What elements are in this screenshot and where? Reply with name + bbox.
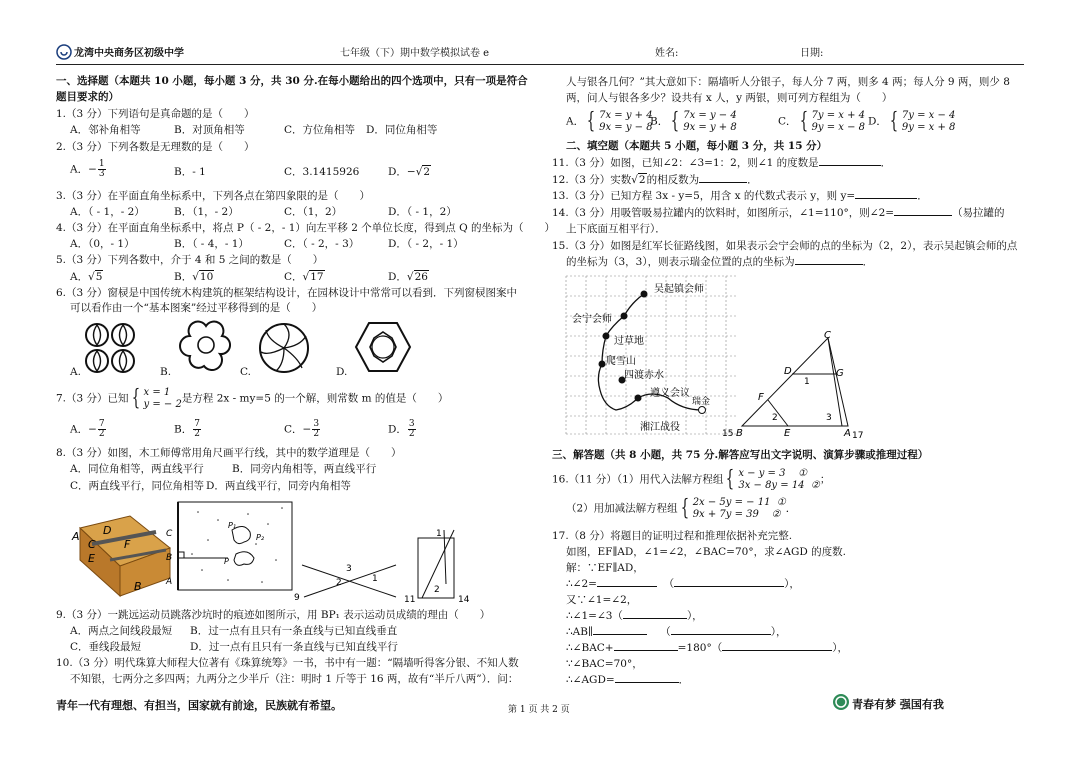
q17-blank-5[interactable] [614,650,678,651]
q2-option-a: A．− $\frac{1}{3}$ [70,159,105,179]
q7-option-d: D． $\frac{3}{2}$ [388,419,415,439]
q1-stem: 1.（3 分）下列语句是真命题的是（ ） [56,108,255,120]
fig11-left-number: 11 [404,595,416,605]
q7-stem: 7.（3 分）已知 { x = 1 y = − 2 是方程 2x - my=5 的一个解，则常数 m 的值是（ ） [56,385,449,411]
q3-option-b: B．（1，- 2） [174,206,239,218]
q4-stem: 4.（3 分）在平面直角坐标系中，将点 P（ - 2，- 1）向左平移 2 个单位长度，得到点 Q 的坐标为（ ） [56,222,556,234]
q14-text-cont: 上下底面互相平行）． [566,223,666,235]
q6-stem-cont: 可以看作由一个“基本图案”经过平移得到的是（ ） [70,302,323,314]
fig10-angle-3: 3 [346,564,352,574]
q15-text-cont: 的坐标为（3，3），则表示瑞金位置的点的坐标为 ． [566,256,874,268]
q17-blank-3-reason[interactable] [623,618,687,619]
tri-label-c: C [824,330,831,341]
header-rule [56,64,1024,65]
q17-step-6: ∵∠BAC=70°， [566,658,643,670]
q8-stem: 8.（3 分）如图，木工师傅常用角尺画平行线，其中的数学道理是（ ） [56,447,402,459]
tri-angle-1: 1 [804,377,810,387]
q9-option-b: B．过一点有且只有一条直线与已知直线垂直 [190,625,398,637]
q17-stem: 17.（8 分）将题目的证明过程和推理依据补充完整. [552,530,793,542]
fig11-angle-1: 1 [436,529,442,539]
footer-slogan: 青年一代有理想、有担当，国家就有前途，民族就有希望。 [56,699,342,712]
q1-option-a: A．邻补角相等 [70,124,141,136]
q13-text: 13.（3 分）已知方程 3x - y=5，用含 x 的代数式表示 y，则 y= ． [552,190,928,202]
q7-option-b: B． $\frac{7}{2}$ [174,419,200,439]
fig10-angle-1: 1 [372,574,378,584]
q14-answer-blank[interactable] [894,215,952,216]
fig9-label-p2: P₂ [256,533,265,542]
q17-blank-1[interactable] [597,586,657,587]
q10-stem-line2: 不知银，七两分之多四两；九两分之少半斤（注：明时 1 斤等于 16 两，故有“半斤八两”）．问： [70,673,519,685]
tri-label-d: D [784,366,792,377]
tri-label-a: A [844,428,851,439]
tri-label-e: E [784,428,791,439]
q6-option-b: B. [160,366,172,378]
q2-option-b: B．- 1 [174,166,206,178]
q9-option-a: A．两点之间线段最短 [70,625,173,637]
fig10-angle-2: 2 [336,578,342,588]
q4-option-b: B．（ - 4，- 1） [174,238,249,250]
q3-option-a: A．（ - 1，- 2） [70,206,145,218]
fig11-angle-2: 2 [434,585,440,595]
q2-stem: 2.（3 分）下列各数是无理数的是（ ） [56,141,255,153]
q6-option-d: D. [336,366,348,378]
lattice-pattern-c [258,322,310,374]
q8-option-a: A．同位角相等，两直线平行 [70,463,204,475]
fig9-number: 9 [294,593,300,603]
q3-option-c: C．（1，2） [284,206,343,218]
q7-option-a: A．− $\frac{7}{2}$ [70,419,105,439]
fig9-label-p1: P₁ [228,521,237,530]
map-label-zunyi: 遵义会议 [650,388,690,399]
q14-text: 14.（3 分）用吸管吸易拉罐内的饮料时，如图所示，∠1=110°，则∠2= （易拉罐的 [552,207,1005,219]
q8-option-d: D．两直线平行，同旁内角相等 [206,480,351,492]
logo-icon [56,44,72,60]
footer-badge [832,693,850,711]
exam-title: 七年级（下）期中数学模拟试卷 e [340,48,490,59]
map-label-chishui: 四渡赤水 [624,370,664,381]
school-name: 龙湾中央商务区初级中学 [74,48,184,59]
q12-text: 12.（3 分）实数√2的相反数为 ． [552,174,758,186]
date-label: 日期: [800,48,824,59]
long-march-map [562,272,742,440]
tri-label-g: G [836,368,844,379]
fig8-label-a: A [72,530,80,543]
lattice-pattern-a [84,322,136,374]
straw-can-figure [400,528,472,604]
q9-option-c: C．垂线段最短 [70,641,142,653]
fig9-label-p: P [224,557,229,566]
q15-text: 15.（3 分）如图是红军长征路线图，如果表示会宁会师的点的坐标为（2，2），表示吴起镇会师的点 [552,240,1018,252]
q3-stem: 3.（3 分）在平面直角坐标系中，下列各点在第四象限的是（ ） [56,190,371,202]
angle-lines-figure [300,555,398,601]
q11-answer-blank[interactable] [819,165,881,166]
q2-option-d: D．−√2 [388,166,431,178]
map-label-xueshan: 爬雪山 [606,356,636,367]
fig9-label-b: B [166,553,173,563]
q10-option-c: C． { 7y = x + 4 9y = x − 8 [778,108,866,134]
q5-option-c: C．√17 [284,271,324,283]
q5-option-a: A．√5 [70,271,103,283]
map-number: 15 [722,429,734,439]
q17-blank-5-reason[interactable] [722,650,832,651]
school-logo [56,44,72,60]
q17-blank-4[interactable] [593,634,647,635]
map-label-wuqi: 吴起镇会师 [654,284,704,295]
q17-blank-1-reason[interactable] [674,586,784,587]
fig11-number: 14 [458,595,470,605]
map-label-huining: 会宁会师 [572,314,612,325]
fig9-label-c: C [166,529,173,539]
q17-blank-7[interactable] [615,682,679,683]
tri-angle-3: 3 [826,413,832,423]
q10-option-b: B． { 7x = y − 4 9x = y + 8 [650,108,737,134]
map-label-ruijin: 瑞金 [692,397,711,407]
q17-step-1: ∴∠2= （ ）， [566,578,800,590]
q17-step-0: 解：∵EF∥AD， [566,562,644,574]
section-2-title: 二、填空题（本题共 5 小题，每小题 3 分，共 15 分） [566,140,828,152]
q10-stem: 10.（3 分）明代珠算大师程大位著有《珠算统筹》一书，书中有一题：“隔墙听得客分银、不知人数 [56,657,519,669]
q17-step-2: 又∵∠1=∠2， [566,594,638,606]
q12-answer-blank[interactable] [699,182,747,183]
q8-option-c: C．两直线平行，同位角相等 [70,480,205,492]
q13-answer-blank[interactable] [855,198,917,199]
q15-answer-blank[interactable] [795,264,863,265]
q7-option-c: C．− $\frac{3}{2}$ [284,419,320,439]
fig8-label-d: D [103,524,112,537]
q5-option-b: B．√10 [174,271,214,283]
q4-option-a: A．（0，- 1） [70,238,135,250]
q10-option-d: D． { 7y = x − 4 9y = x + 8 [868,108,956,134]
q5-stem: 5.（3 分）下列各数中，介于 4 和 5 之间的数是（ ） [56,254,324,266]
lattice-pattern-d [354,320,412,374]
q17-given: 如图，EF∥AD，∠1=∠2，∠BAC=70°，求∠AGD 的度数. [566,546,846,558]
lattice-pattern-b [180,324,232,372]
q10-stem-line3: 人与银各几何？”其大意如下：隔墙听人分银子，每人分 7 两，则多 4 两；每人分 9 两，则少 8 [566,76,1010,88]
fig9-label-a: A [166,577,173,587]
map-label-caodi: 过草地 [614,336,644,347]
q17-step-3: ∴∠1=∠3（ ）， [566,610,703,622]
q6-stem: 6.（3 分）窗棂是中国传统木构建筑的框架结构设计，在园林设计中常常可以看到．下列窗棂图案中 [56,287,518,299]
q6-option-c: C. [240,366,251,378]
fig8-label-b: B [134,580,142,593]
q1-option-c: C．方位角相等 [284,124,356,136]
q3-option-d: D．（ - 1，2） [388,206,457,218]
section-3-title: 三、解答题（共 8 小题，共 75 分.解答应写出文字说明、演算步骤或推理过程） [552,449,929,461]
q16-part2: （2）用加减法解方程组 { 2x − 5y = − 11 ① 9x + 7y = 39 ② ． [566,495,797,521]
triangle-figure [732,328,868,440]
q4-option-d: D．（ - 2，- 1） [388,238,464,250]
q1-option-d: D．同位角相等 [366,124,438,136]
footer-motto: 青春有梦 强国有我 [852,698,944,711]
q17-blank-4-reason[interactable] [671,634,771,635]
q17-step-5: ∴∠BAC+ =180°（ ）， [566,642,848,654]
fig8-label-e: E [88,552,95,565]
tri-number: 17 [852,431,864,441]
fig8-label-f: F [124,538,131,551]
section-1-title: 一、选择题（本题共 10 小题，每小题 3 分，共 30 分.在每小题给出的四个选项中，只有一项是符合 [56,75,528,87]
q4-option-c: C．（ - 2，- 3） [284,238,360,250]
name-label: 姓名: [655,48,679,59]
fig8-label-c: C [88,538,96,551]
tri-label-f: F [758,392,764,403]
section-1-title-cont: 题目要求的） [56,91,119,103]
q10-option-a: A． { 7x = y + 4 9x = y − 8 [566,108,653,134]
q8-option-b: B．同旁内角相等，两直线平行 [232,463,377,475]
map-label-xiangjiang: 湘江战役 [640,422,680,433]
q1-option-b: B．对顶角相等 [174,124,245,136]
tri-label-b: B [736,428,743,439]
q17-step-7: ∴∠AGD= ． [566,674,690,686]
q9-option-d: D．过一点有且只有一条直线与已知直线平行 [190,641,398,653]
q16-part1: 16.（11 分）（1）用代入法解方程组 { x − y = 3 ① 3x − 8y = 14 ② ； [552,466,831,492]
page-number: 第 1 页 共 2 页 [508,705,570,715]
q11-text: 11.（3 分）如图，已知∠2：∠3=1：2，则∠1 的度数是 ． [552,157,892,169]
q9-stem: 9.（3 分）一跳远运动员跳落沙坑时的痕迹如图所示，用 BP₁ 表示运动员成绩的理由（ ） [56,609,491,621]
sand-pit-figure [158,500,298,602]
emblem-icon [832,693,850,711]
q6-option-a: A. [70,366,81,378]
q2-option-c: C．3.1415926 [284,166,360,178]
q5-option-d: D．√26 [388,271,428,283]
q10-stem-line4: 两，问人与银各多少？设共有 x 人，y 两银，则可列方程组为（ ） [566,92,893,104]
tri-angle-2: 2 [772,413,778,423]
q17-step-4: ∴AB∥ （ ）， [566,626,787,638]
